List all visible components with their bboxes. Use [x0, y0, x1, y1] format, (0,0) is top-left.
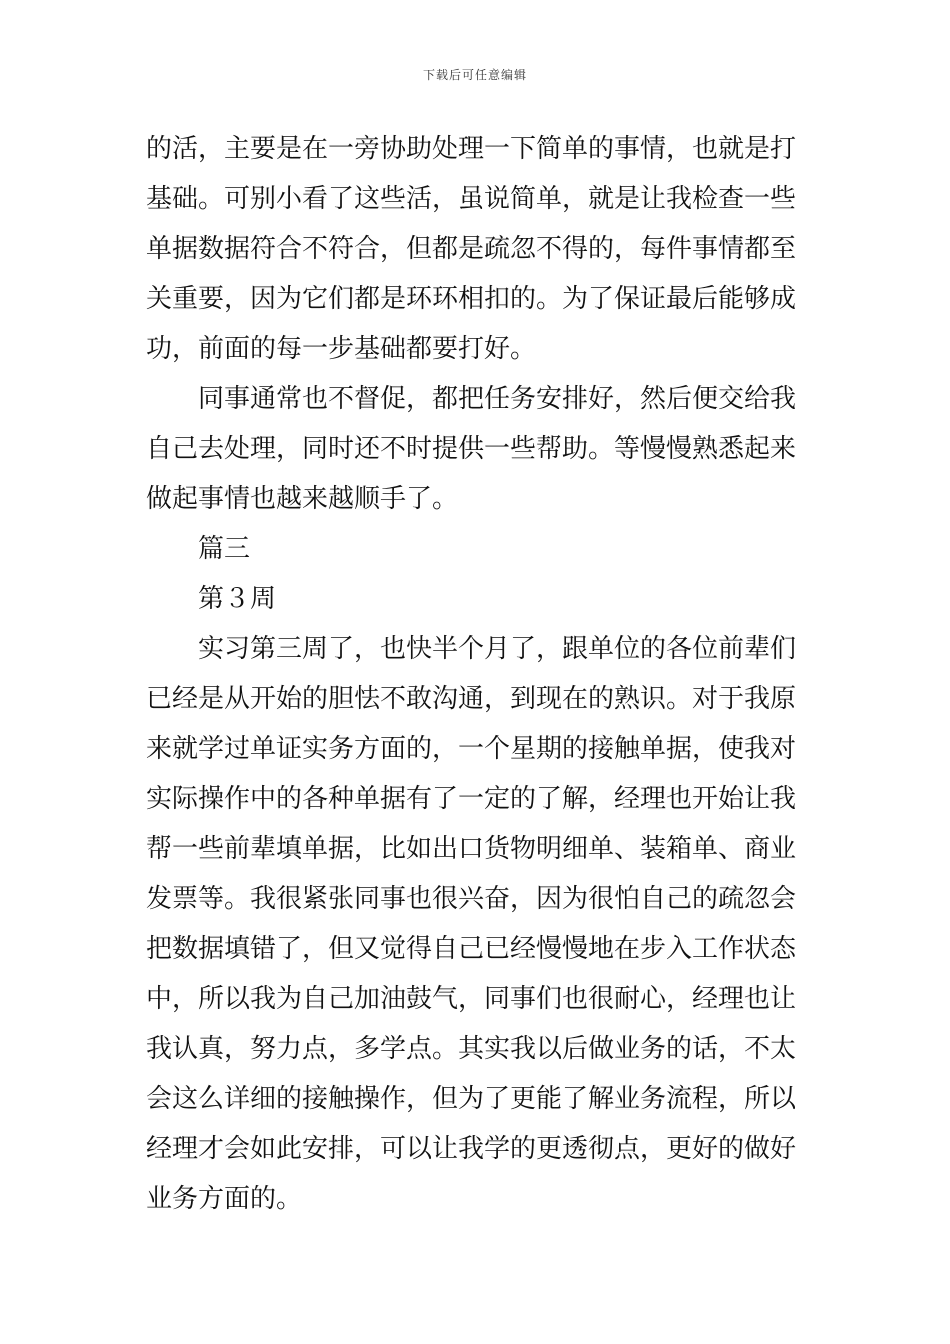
text-line: 实际操作中的各种单据有了一定的了解，经理也开始让我 [146, 784, 797, 814]
text-line: 已经是从开始的胆怯不敢沟通，到现在的熟识。对于我原 [146, 684, 797, 714]
text-line: 帮一些前辈填单据，比如出口货物明细单、装箱单、商业 [146, 834, 797, 864]
text-line: 把数据填错了，但又觉得自己已经慢慢地在步入工作状态 [146, 934, 797, 964]
paragraph-start-line: 同事通常也不督促，都把任务安排好，然后便交给我 [198, 384, 797, 414]
text-line: 会这么详细的接触操作，但为了更能了解业务流程，所以 [146, 1084, 797, 1114]
text-line: 的活，主要是在一旁协助处理一下简单的事情，也就是打 [146, 134, 797, 164]
document-body [146, 124, 808, 1224]
text-line: 我认真，努力点，多学点。其实我以后做业务的话，不太 [146, 1034, 797, 1064]
paragraph-start-line: 实习第三周了，也快半个月了，跟单位的各位前辈们 [198, 634, 797, 664]
text-line: 单据数据符合不符合，但都是疏忽不得的，每件事情都至 [146, 234, 797, 264]
text-line: 关重要，因为它们都是环环相扣的。为了保证最后能够成 [146, 284, 797, 314]
section-heading: 篇三 [198, 534, 251, 564]
text-line: 业务方面的。 [146, 1184, 303, 1214]
text-line: 中，所以我为自己加油鼓气，同事们也很耐心，经理也让 [146, 984, 797, 1014]
text-line: 来就学过单证实务方面的，一个星期的接触单据，使我对 [146, 734, 797, 764]
text-line: 功，前面的每一步基础都要打好。 [146, 334, 537, 364]
header-note: 下载后可任意编辑 [422, 68, 527, 82]
text-line: 基础。可别小看了这些活，虽说简单，就是让我检查一些 [146, 184, 797, 214]
text-line: 自己去处理，同时还不时提供一些帮助。等慢慢熟悉起来 [146, 434, 797, 464]
text-line: 做起事情也越来越顺手了。 [146, 484, 459, 514]
text-line: 经理才会如此安排，可以让我学的更透彻点，更好的做好 [146, 1134, 797, 1164]
text-line: 发票等。我很紧张同事也很兴奋，因为很怕自己的疏忽会 [146, 884, 797, 914]
week-heading: 第３周 [198, 584, 277, 614]
